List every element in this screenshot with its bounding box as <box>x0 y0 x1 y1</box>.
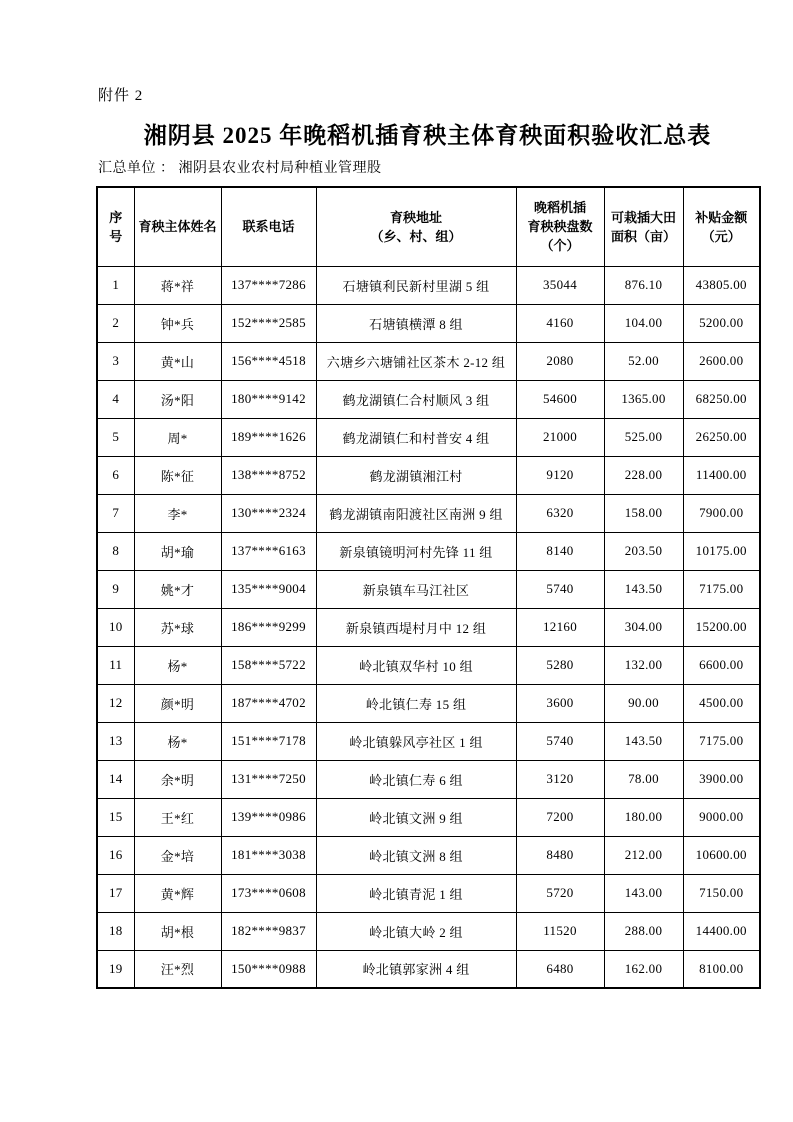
cell-tray-count: 4160 <box>516 304 604 342</box>
cell-tray-count: 5720 <box>516 874 604 912</box>
cell-index: 14 <box>97 760 134 798</box>
header-tray-count: 晚稻机插 育秧秧盘数 （个） <box>516 187 604 266</box>
cell-field-area: 525.00 <box>604 418 683 456</box>
cell-index: 5 <box>97 418 134 456</box>
cell-index: 1 <box>97 266 134 304</box>
table-row <box>97 304 760 342</box>
cell-index: 13 <box>97 722 134 760</box>
cell-subsidy: 7175.00 <box>683 722 760 760</box>
cell-field-area: 78.00 <box>604 760 683 798</box>
cell-index: 19 <box>97 950 134 988</box>
header-subsidy-amount: 补贴金额 （元） <box>683 187 760 266</box>
cell-address: 石塘镇利民新村里湖 5 组 <box>316 266 516 304</box>
cell-subject-name: 余*明 <box>134 760 221 798</box>
cell-tray-count: 2080 <box>516 342 604 380</box>
cell-phone: 139****0986 <box>221 798 316 836</box>
cell-phone: 135****9004 <box>221 570 316 608</box>
cell-field-area: 162.00 <box>604 950 683 988</box>
cell-subject-name: 王*红 <box>134 798 221 836</box>
cell-subject-name: 金*培 <box>134 836 221 874</box>
cell-subsidy: 3900.00 <box>683 760 760 798</box>
table-header-row <box>97 187 760 266</box>
table-row <box>97 342 760 380</box>
cell-address: 鹤龙湖镇南阳渡社区南洲 9 组 <box>316 494 516 532</box>
cell-address: 新泉镇车马江社区 <box>316 570 516 608</box>
cell-subsidy: 6600.00 <box>683 646 760 684</box>
cell-tray-count: 8480 <box>516 836 604 874</box>
cell-subsidy: 4500.00 <box>683 684 760 722</box>
cell-address: 鹤龙湖镇仁合村顺风 3 组 <box>316 380 516 418</box>
table-row <box>97 722 760 760</box>
table-row <box>97 798 760 836</box>
cell-address: 岭北镇郭家洲 4 组 <box>316 950 516 988</box>
cell-subject-name: 汤*阳 <box>134 380 221 418</box>
cell-index: 7 <box>97 494 134 532</box>
cell-field-area: 180.00 <box>604 798 683 836</box>
cell-field-area: 158.00 <box>604 494 683 532</box>
cell-subject-name: 黄*辉 <box>134 874 221 912</box>
cell-field-area: 90.00 <box>604 684 683 722</box>
cell-field-area: 104.00 <box>604 304 683 342</box>
cell-field-area: 1365.00 <box>604 380 683 418</box>
cell-field-area: 228.00 <box>604 456 683 494</box>
cell-address: 岭北镇双华村 10 组 <box>316 646 516 684</box>
cell-tray-count: 5280 <box>516 646 604 684</box>
cell-tray-count: 5740 <box>516 570 604 608</box>
cell-field-area: 876.10 <box>604 266 683 304</box>
cell-address: 岭北镇文洲 9 组 <box>316 798 516 836</box>
table-row <box>97 494 760 532</box>
cell-subject-name: 胡*根 <box>134 912 221 950</box>
header-index: 序 号 <box>97 187 134 266</box>
cell-phone: 181****3038 <box>221 836 316 874</box>
cell-field-area: 143.00 <box>604 874 683 912</box>
header-name: 育秧主体姓名 <box>134 187 221 266</box>
table-row <box>97 418 760 456</box>
cell-subject-name: 苏*球 <box>134 608 221 646</box>
cell-index: 8 <box>97 532 134 570</box>
table-row <box>97 646 760 684</box>
table-row <box>97 608 760 646</box>
cell-tray-count: 9120 <box>516 456 604 494</box>
cell-subsidy: 9000.00 <box>683 798 760 836</box>
cell-phone: 137****6163 <box>221 532 316 570</box>
cell-phone: 156****4518 <box>221 342 316 380</box>
cell-phone: 186****9299 <box>221 608 316 646</box>
cell-address: 六塘乡六塘铺社区茶木 2-12 组 <box>316 342 516 380</box>
cell-phone: 152****2585 <box>221 304 316 342</box>
cell-subsidy: 15200.00 <box>683 608 760 646</box>
cell-field-area: 212.00 <box>604 836 683 874</box>
cell-tray-count: 3600 <box>516 684 604 722</box>
table-row <box>97 874 760 912</box>
cell-phone: 180****9142 <box>221 380 316 418</box>
cell-subject-name: 胡*瑜 <box>134 532 221 570</box>
cell-address: 岭北镇大岭 2 组 <box>316 912 516 950</box>
table-row <box>97 836 760 874</box>
cell-index: 18 <box>97 912 134 950</box>
cell-address: 鹤龙湖镇仁和村普安 4 组 <box>316 418 516 456</box>
cell-index: 17 <box>97 874 134 912</box>
cell-subsidy: 10600.00 <box>683 836 760 874</box>
header-field-area: 可栽插大田 面积（亩） <box>604 187 683 266</box>
header-address: 育秧地址 （乡、村、组） <box>316 187 516 266</box>
cell-index: 11 <box>97 646 134 684</box>
cell-subject-name: 周* <box>134 418 221 456</box>
cell-index: 2 <box>97 304 134 342</box>
cell-subsidy: 43805.00 <box>683 266 760 304</box>
cell-tray-count: 54600 <box>516 380 604 418</box>
cell-address: 新泉镇西堤村月中 12 组 <box>316 608 516 646</box>
header-phone: 联系电话 <box>221 187 316 266</box>
table-row <box>97 912 760 950</box>
table-container <box>96 186 761 989</box>
cell-field-area: 143.50 <box>604 722 683 760</box>
cell-field-area: 203.50 <box>604 532 683 570</box>
cell-phone: 130****2324 <box>221 494 316 532</box>
cell-tray-count: 11520 <box>516 912 604 950</box>
cell-tray-count: 8140 <box>516 532 604 570</box>
cell-subsidy: 11400.00 <box>683 456 760 494</box>
table-row <box>97 456 760 494</box>
cell-address: 鹤龙湖镇湘江村 <box>316 456 516 494</box>
cell-subsidy: 7900.00 <box>683 494 760 532</box>
cell-subject-name: 颜*明 <box>134 684 221 722</box>
cell-address: 岭北镇躲风亭社区 1 组 <box>316 722 516 760</box>
cell-subject-name: 李* <box>134 494 221 532</box>
cell-field-area: 132.00 <box>604 646 683 684</box>
cell-phone: 131****7250 <box>221 760 316 798</box>
cell-tray-count: 3120 <box>516 760 604 798</box>
table-row <box>97 950 760 988</box>
cell-subject-name: 杨* <box>134 722 221 760</box>
cell-tray-count: 6320 <box>516 494 604 532</box>
page-title: 湘阴县 2025 年晚稻机插育秧主体育秧面积验收汇总表 <box>143 123 712 148</box>
summary-unit-label: 汇总单位 ： 湘阴县农业农村局种植业管理股 <box>98 161 382 176</box>
table-body <box>97 266 760 988</box>
cell-tray-count: 35044 <box>516 266 604 304</box>
cell-phone: 158****5722 <box>221 646 316 684</box>
cell-address: 岭北镇青泥 1 组 <box>316 874 516 912</box>
cell-index: 6 <box>97 456 134 494</box>
cell-index: 3 <box>97 342 134 380</box>
cell-tray-count: 6480 <box>516 950 604 988</box>
attachment-label: 附件 2 <box>98 88 144 104</box>
cell-phone: 189****1626 <box>221 418 316 456</box>
table-row <box>97 380 760 418</box>
cell-tray-count: 7200 <box>516 798 604 836</box>
cell-phone: 151****7178 <box>221 722 316 760</box>
cell-phone: 137****7286 <box>221 266 316 304</box>
cell-field-area: 304.00 <box>604 608 683 646</box>
cell-field-area: 288.00 <box>604 912 683 950</box>
cell-index: 4 <box>97 380 134 418</box>
cell-subject-name: 钟*兵 <box>134 304 221 342</box>
table-row <box>97 760 760 798</box>
cell-phone: 138****8752 <box>221 456 316 494</box>
cell-subsidy: 2600.00 <box>683 342 760 380</box>
cell-index: 16 <box>97 836 134 874</box>
table-row <box>97 532 760 570</box>
cell-subsidy: 10175.00 <box>683 532 760 570</box>
seedling-acceptance-table <box>96 186 761 989</box>
cell-address: 岭北镇文洲 8 组 <box>316 836 516 874</box>
cell-subsidy: 8100.00 <box>683 950 760 988</box>
cell-tray-count: 21000 <box>516 418 604 456</box>
cell-subsidy: 26250.00 <box>683 418 760 456</box>
cell-index: 15 <box>97 798 134 836</box>
cell-subject-name: 汪*烈 <box>134 950 221 988</box>
cell-index: 12 <box>97 684 134 722</box>
cell-tray-count: 12160 <box>516 608 604 646</box>
cell-index: 9 <box>97 570 134 608</box>
cell-address: 新泉镇镜明河村先锋 11 组 <box>316 532 516 570</box>
cell-phone: 150****0988 <box>221 950 316 988</box>
cell-address: 岭北镇仁寿 6 组 <box>316 760 516 798</box>
cell-tray-count: 5740 <box>516 722 604 760</box>
cell-subject-name: 陈*征 <box>134 456 221 494</box>
cell-field-area: 52.00 <box>604 342 683 380</box>
table-row <box>97 684 760 722</box>
cell-subsidy: 7175.00 <box>683 570 760 608</box>
cell-subsidy: 7150.00 <box>683 874 760 912</box>
cell-field-area: 143.50 <box>604 570 683 608</box>
cell-subsidy: 68250.00 <box>683 380 760 418</box>
cell-subsidy: 5200.00 <box>683 304 760 342</box>
cell-phone: 182****9837 <box>221 912 316 950</box>
table-row <box>97 266 760 304</box>
cell-subject-name: 杨* <box>134 646 221 684</box>
cell-subsidy: 14400.00 <box>683 912 760 950</box>
cell-subject-name: 姚*才 <box>134 570 221 608</box>
cell-subject-name: 黄*山 <box>134 342 221 380</box>
cell-subject-name: 蒋*祥 <box>134 266 221 304</box>
cell-phone: 187****4702 <box>221 684 316 722</box>
cell-phone: 173****0608 <box>221 874 316 912</box>
cell-address: 石塘镇横潭 8 组 <box>316 304 516 342</box>
cell-address: 岭北镇仁寿 15 组 <box>316 684 516 722</box>
table-row <box>97 570 760 608</box>
cell-index: 10 <box>97 608 134 646</box>
